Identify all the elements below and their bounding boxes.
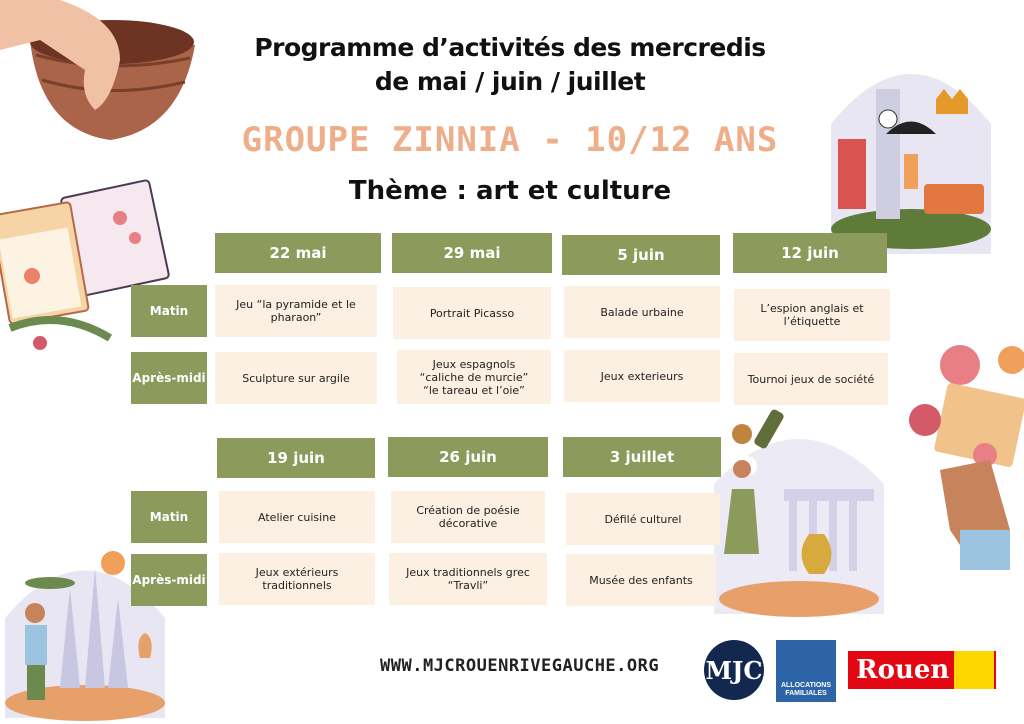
date-header: 22 mai — [215, 233, 381, 273]
page-title-line2: de mai / juin / juillet — [374, 67, 646, 96]
activity-cell: Jeux extérieurs traditionnels — [219, 553, 375, 605]
activity-cell: Défilé culturel — [566, 493, 720, 545]
activity-cell: Atelier cuisine — [219, 491, 375, 543]
date-header: 29 mai — [392, 233, 552, 273]
rouen-logo-text: Rouen — [856, 655, 950, 685]
activity-cell: Tournoi jeux de société — [734, 353, 888, 405]
greece-illustration — [714, 404, 884, 619]
activity-cell: Création de poésie décorative — [391, 491, 545, 543]
rouen-lion-icon — [954, 651, 994, 689]
caf-logo — [776, 640, 836, 702]
activity-cell: Sculpture sur argile — [215, 352, 377, 404]
activity-cell: Musée des enfants — [566, 554, 716, 606]
date-header: 12 juin — [733, 233, 887, 273]
activity-cell: Jeux exterieurs — [564, 350, 720, 402]
activity-cell: Jeux espagnols “caliche de murcie” “le tareau et l’oie” — [397, 350, 551, 404]
activity-cell: Balade urbaine — [564, 286, 720, 338]
london-illustration — [826, 44, 996, 259]
date-header: 5 juin — [562, 235, 720, 275]
row-label-afternoon: Après-midi — [131, 554, 207, 606]
flowers-hand-illustration — [900, 330, 1024, 575]
row-label-morning: Matin — [131, 491, 207, 543]
activity-cell: L’espion anglais et l’étiquette — [734, 289, 890, 341]
date-header: 19 juin — [217, 438, 375, 478]
row-label-morning: Matin — [131, 285, 207, 337]
group-title: GROUPE ZINNIA - 10/12 ANS — [241, 120, 779, 160]
activity-cell: Jeux traditionnels grec “Travli” — [389, 553, 547, 605]
activity-cell: Jeu “la pyramide et le pharaon” — [215, 285, 377, 337]
date-header: 3 juillet — [563, 437, 721, 477]
mjc-logo-text: MJC — [705, 655, 763, 685]
theme-title: Thème : art et culture — [348, 176, 672, 206]
activity-cell: Portrait Picasso — [393, 287, 551, 339]
caf-logo-text: ALLOCATIONS FAMILIALES — [780, 682, 832, 697]
pottery-illustration — [0, 0, 200, 150]
page-title-line1: Programme d’activités des mercredis — [254, 33, 766, 62]
row-label-afternoon: Après-midi — [131, 352, 207, 404]
rouen-logo — [848, 651, 996, 689]
mjc-logo — [704, 640, 764, 700]
date-header: 26 juin — [388, 437, 548, 477]
website-url: WWW.MJCROUENRIVEGAUCHE.ORG — [380, 656, 660, 676]
